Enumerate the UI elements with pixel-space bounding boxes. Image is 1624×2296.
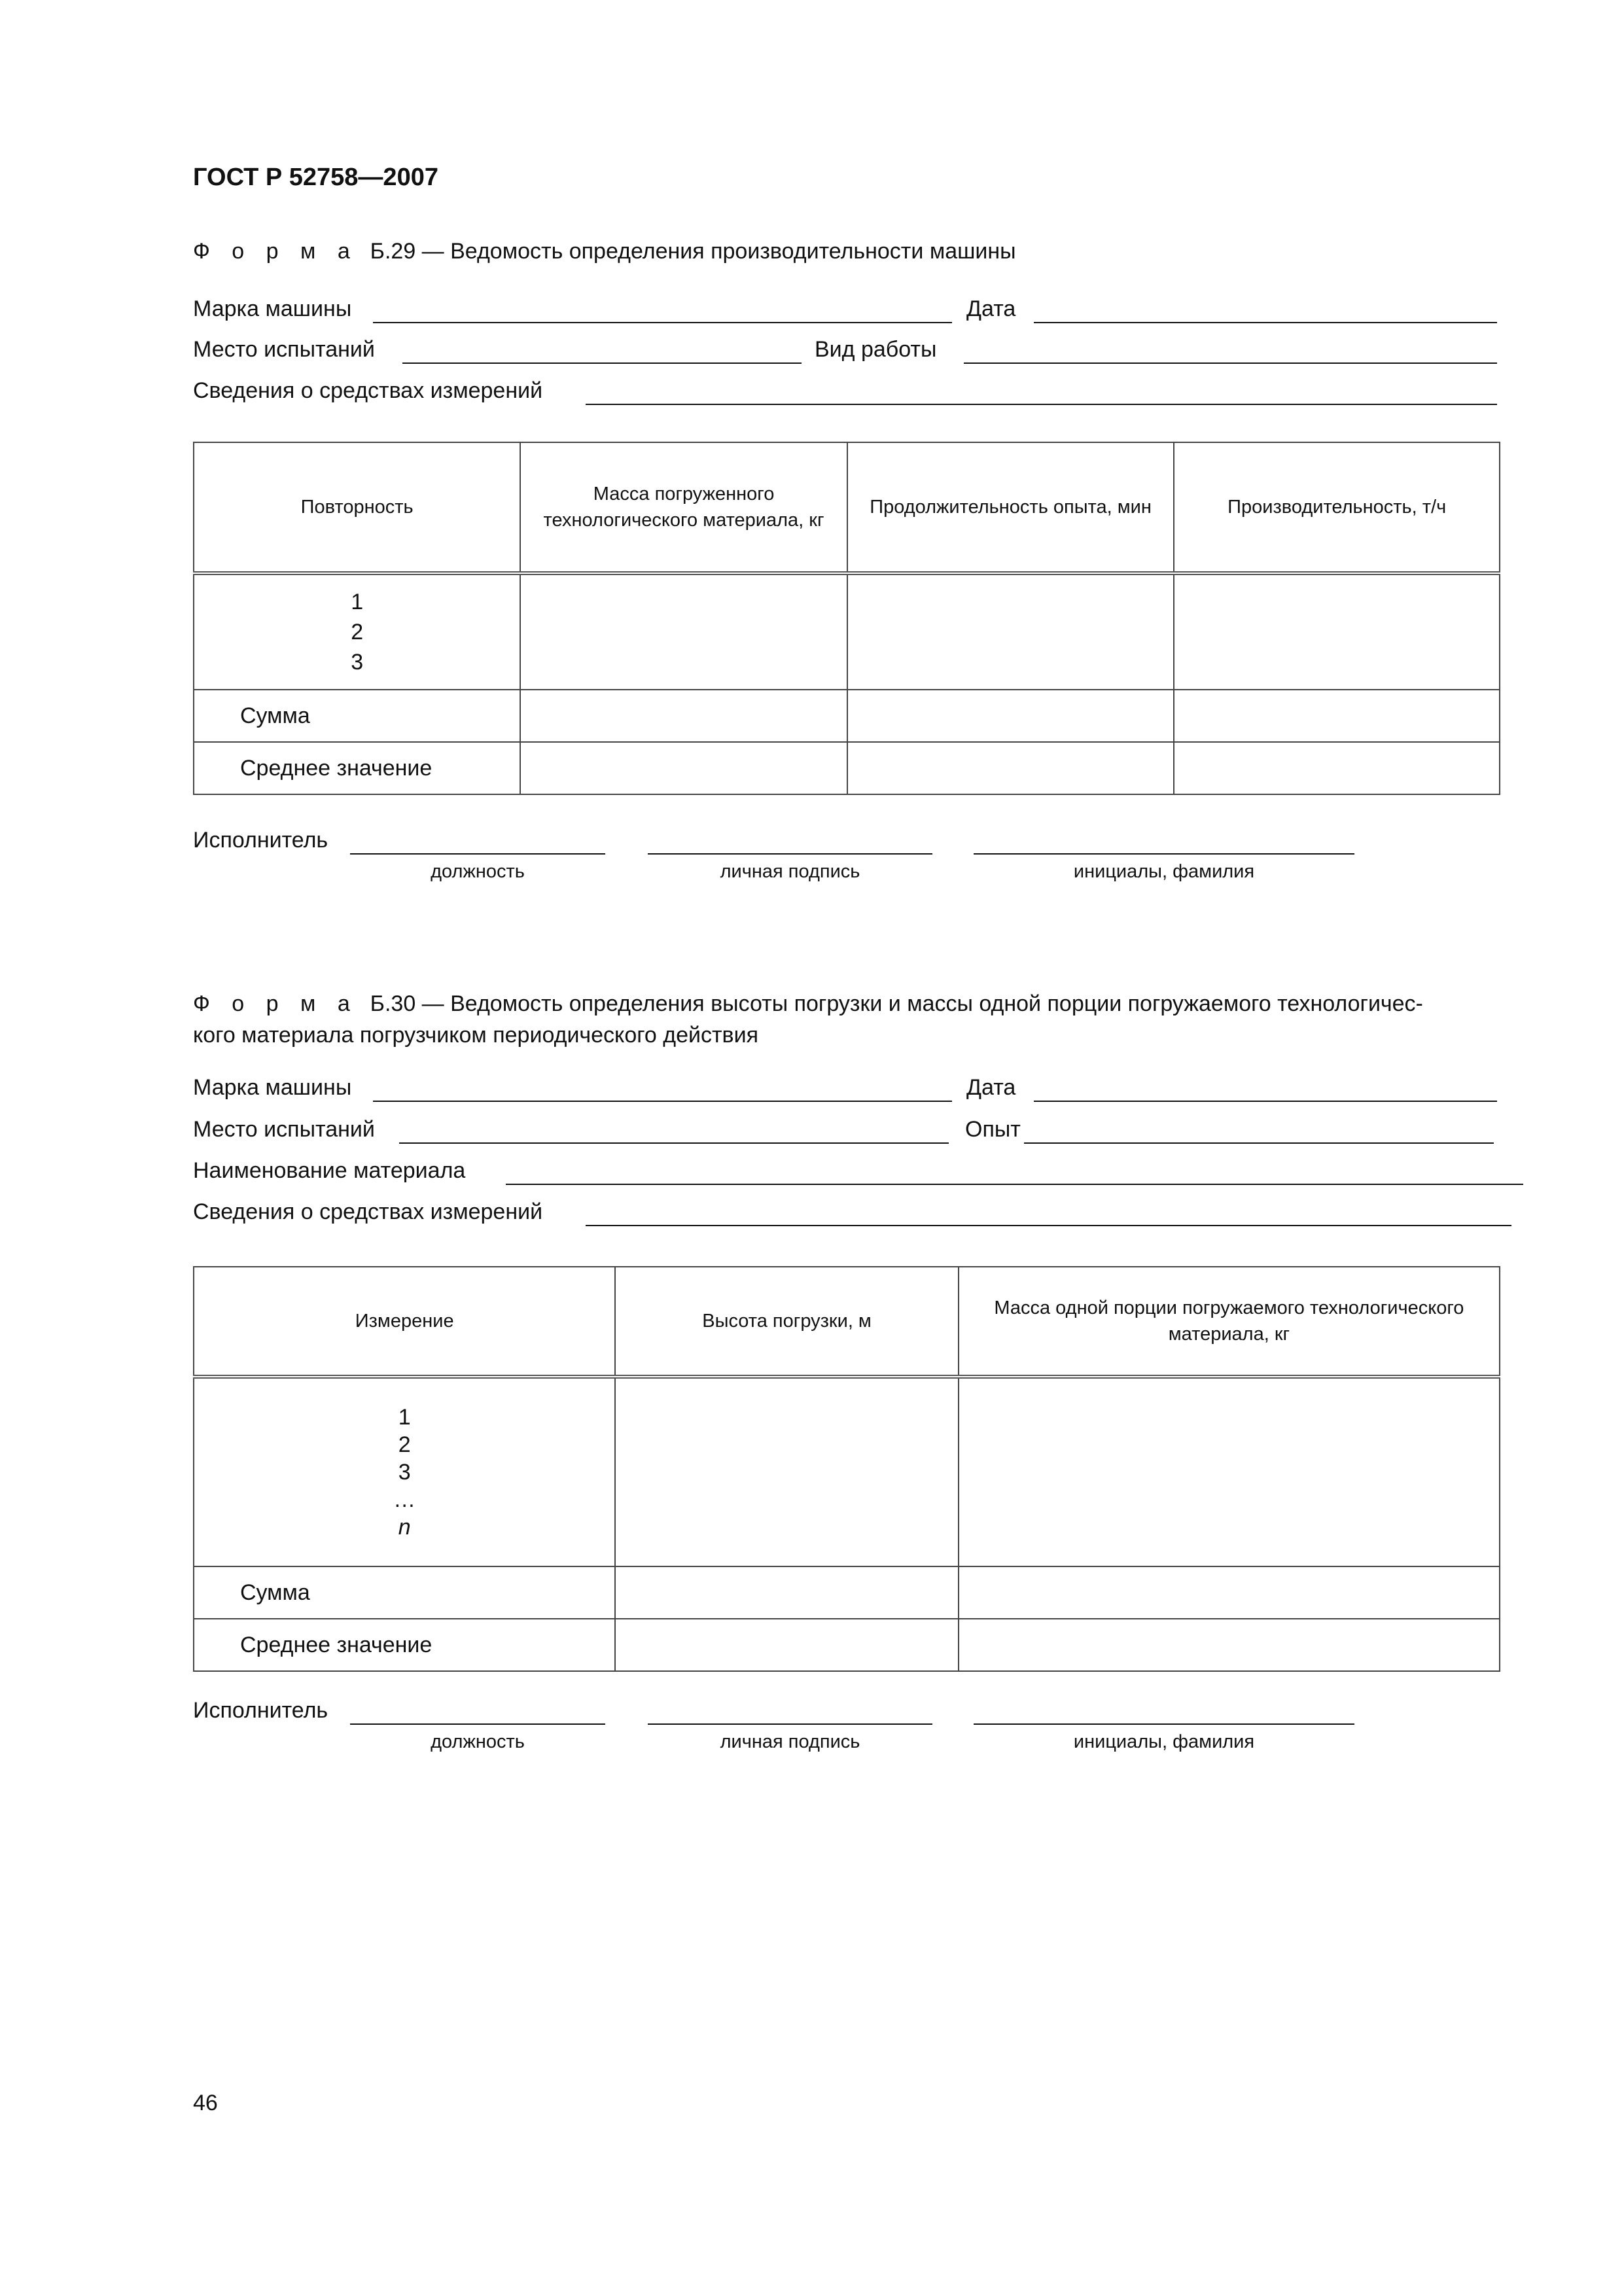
form2-opyt-label: Опыт [965,1117,1021,1142]
form1-vid-field[interactable] [964,362,1497,364]
document-title: ГОСТ Р 52758—2007 [193,164,438,191]
list-item: 3 [398,1460,411,1485]
form2-table-header-row [194,1267,1500,1377]
form2-data-field[interactable] [1034,1101,1497,1102]
list-item: 2 [351,620,364,645]
form1-table-header-row [194,442,1500,573]
form1-header-massa: Масса погруженного технологического материала, кг [520,442,847,573]
table-row [194,1619,1500,1671]
form2-row-mesto-opyt [193,1115,1502,1146]
form2-dolzhnost-caption: должность [431,1731,525,1752]
form2-fio-caption: инициалы, фамилия [1073,1731,1255,1752]
form1-vid-label: Вид работы [815,337,937,362]
form2-srednee-label: Среднее значение [194,1619,615,1671]
form2-title [193,988,1495,1051]
form2-mesto-field[interactable] [399,1142,949,1144]
table-cell[interactable] [615,1377,958,1566]
form1-mesto-field[interactable] [402,362,802,364]
form1-marka-field[interactable] [373,322,952,323]
table-cell[interactable] [959,1619,1500,1671]
form1-svedeniya-field[interactable] [586,404,1497,405]
form2-row-naimenovanie [193,1156,1534,1188]
form2-naimenovanie-field[interactable] [506,1184,1523,1185]
form2-title-line2: кого материала погрузчиком периодического действия [193,1023,759,1048]
form1-dolzhnost-caption: должность [431,861,525,882]
list-item: 2 [398,1432,411,1457]
form2-opyt-field[interactable] [1024,1142,1494,1144]
form2-mesto-label: Место испытаний [193,1117,375,1142]
form2-fio-field[interactable] [974,1723,1354,1725]
table-row [194,1566,1500,1619]
form1-podpis-caption: личная подпись [720,861,860,882]
form2-title-line1: Б.30 — Ведомость определения высоты погрузки и массы одной порции погружаемого технологичес- [370,991,1423,1016]
form2-row-svedeniya [193,1197,1534,1229]
form1-header-povtornost: Повторность [194,442,520,573]
form1-row-mesto-vid [193,335,1502,366]
table-row [194,690,1500,742]
table-cell[interactable] [520,690,847,742]
form1-table [193,442,1500,795]
form2-summa-label: Сумма [194,1566,615,1619]
form2-number-list [194,1377,615,1566]
form1-fio-field[interactable] [974,853,1354,855]
form1-marka-label: Марка машины [193,296,352,321]
form2-table [193,1266,1500,1672]
list-item: n [398,1515,411,1540]
table-cell[interactable] [1174,573,1500,690]
form1-podpis-field[interactable] [648,853,932,855]
form2-podpis-field[interactable] [648,1723,932,1725]
form2-signature-block [193,1696,1502,1768]
form2-prefix: Ф о р м а [193,991,358,1016]
form1-number-list [194,573,520,690]
form2-svedeniya-label: Сведения о средствах измерений [193,1199,543,1224]
table-cell[interactable] [847,742,1174,794]
form1-data-field[interactable] [1034,322,1497,323]
form1-summa-label: Сумма [194,690,520,742]
form2-row-marka-data [193,1073,1502,1104]
form1-title [193,236,1495,267]
table-cell[interactable] [615,1619,958,1671]
form1-header-proizvoditelnost: Производительность, т/ч [1174,442,1500,573]
table-cell[interactable] [520,573,847,690]
table-cell[interactable] [1174,742,1500,794]
table-cell[interactable] [959,1566,1500,1619]
table-row [194,1377,1500,1566]
list-item: 3 [351,650,364,675]
form2-naimenovanie-label: Наименование материала [193,1158,466,1183]
form2-svedeniya-field[interactable] [586,1225,1511,1226]
table-cell[interactable] [615,1566,958,1619]
form1-svedeniya-label: Сведения о средствах измерений [193,378,543,403]
table-cell[interactable] [959,1377,1500,1566]
form2-header-massa: Масса одной порции погружаемого технологического материала, кг [959,1267,1500,1377]
form1-data-label: Дата [966,296,1016,321]
form2-signature-label: Исполнитель [193,1698,328,1723]
form2-marka-label: Марка машины [193,1075,352,1100]
form1-header-prodolzhitelnost: Продолжительность опыта, мин [847,442,1174,573]
form1-signature-block [193,826,1502,898]
form2-header-izmerenie: Измерение [194,1267,615,1377]
table-row [194,742,1500,794]
list-item: 1 [398,1405,411,1430]
page-number: 46 [193,2091,218,2115]
form1-mesto-label: Место испытаний [193,337,375,362]
form2-header-vysota: Высота погрузки, м [615,1267,958,1377]
form1-row-svedeniya [193,376,1502,408]
form2-podpis-caption: личная подпись [720,1731,860,1752]
form2-data-label: Дата [966,1075,1016,1100]
form1-row-marka-data [193,294,1502,326]
form1-srednee-label: Среднее значение [194,742,520,794]
table-cell[interactable] [847,690,1174,742]
form1-prefix: Ф о р м а [193,239,358,264]
form1-signature-label: Исполнитель [193,828,328,853]
list-item: 1 [351,590,364,614]
form1-title-text: Б.29 — Ведомость определения производительности машины [370,239,1016,264]
table-cell[interactable] [847,573,1174,690]
form1-dolzhnost-field[interactable] [350,853,605,855]
form1-fio-caption: инициалы, фамилия [1073,861,1255,882]
table-row [194,573,1500,690]
table-cell[interactable] [1174,690,1500,742]
table-cell[interactable] [520,742,847,794]
form2-dolzhnost-field[interactable] [350,1723,605,1725]
form2-marka-field[interactable] [373,1101,952,1102]
list-item: … [393,1487,416,1512]
